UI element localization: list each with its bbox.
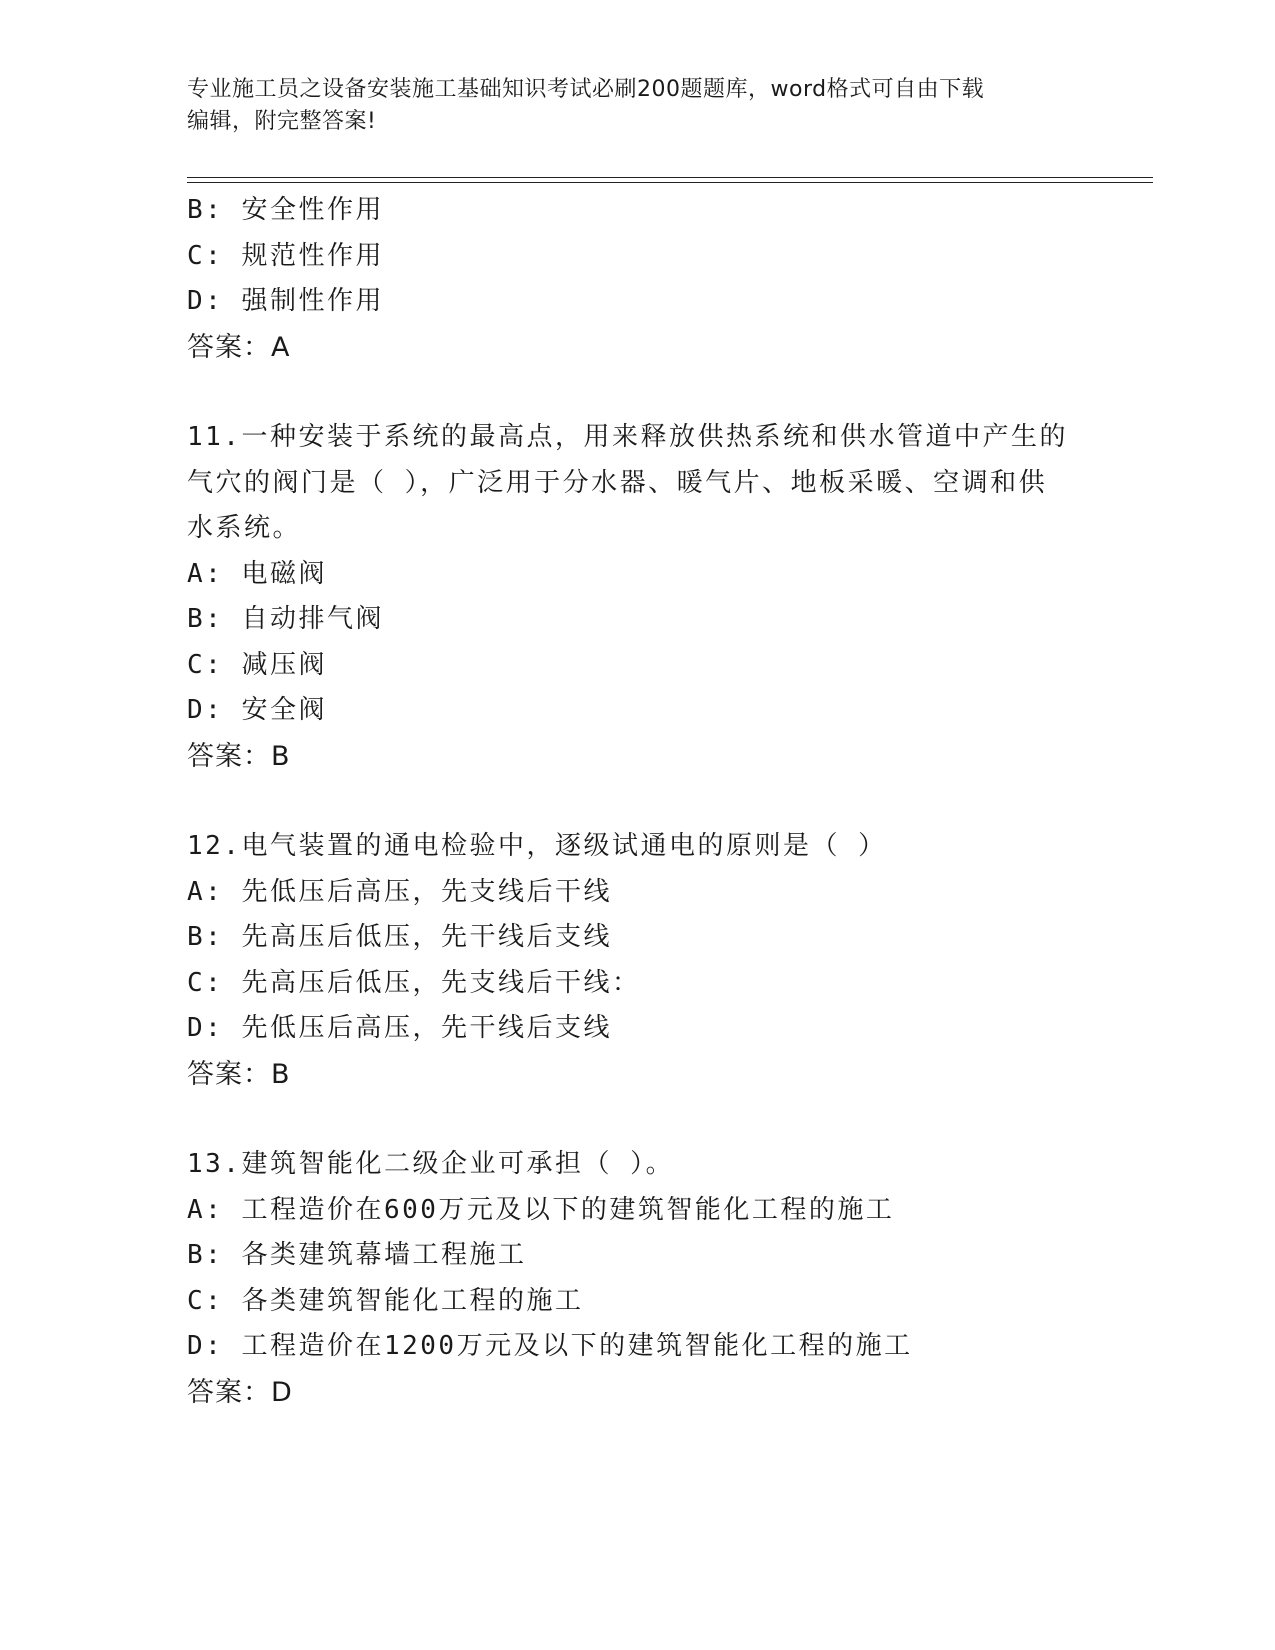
document-header bbox=[187, 74, 1087, 138]
answer-label: 答案：B bbox=[187, 740, 291, 772]
question-block-12 bbox=[187, 824, 1067, 1097]
option-a: A: 先低压后高压，先支线后干线 bbox=[187, 876, 612, 907]
question-stem-line: 11.一种安装于系统的最高点，用来释放供热系统和供水管道中产生的 bbox=[187, 422, 1068, 452]
answer-label: 答案：A bbox=[187, 331, 291, 363]
question-stem-line: 13.建筑智能化二级企业可承担（ ）。 bbox=[187, 1149, 675, 1179]
answer-label: 答案：B bbox=[187, 1058, 291, 1090]
question-block-prev bbox=[187, 188, 1067, 370]
option-c: C: 减压阀 bbox=[187, 649, 327, 680]
header-divider-top bbox=[187, 177, 1153, 178]
spacer bbox=[187, 370, 1067, 415]
option-d: D: 安全阀 bbox=[187, 695, 327, 725]
spacer bbox=[187, 1097, 1067, 1142]
header-title-line-2: 编辑，附完整答案! bbox=[187, 109, 377, 134]
option-d: D: 工程造价在1200万元及以下的建筑智能化工程的施工 bbox=[187, 1331, 913, 1361]
option-b: B: 先高压后低压，先干线后支线 bbox=[187, 922, 612, 952]
option-b: B: 各类建筑幕墙工程施工 bbox=[187, 1240, 527, 1270]
option-b: B: 自动排气阀 bbox=[187, 604, 384, 634]
option-c: C: 规范性作用 bbox=[187, 240, 384, 271]
question-stem-line: 水系统。 bbox=[187, 513, 302, 543]
option-b: B: 安全性作用 bbox=[187, 195, 384, 225]
question-stem-line: 气穴的阀门是（ ），广泛用于分水器、暖气片、地板采暖、空调和供 bbox=[187, 467, 1048, 498]
header-title-line-1: 专业施工员之设备安装施工基础知识考试必刷200题题库，word格式可自由下载 bbox=[187, 77, 985, 102]
question-stem-line: 12.电气装置的通电检验中，逐级试通电的原则是（ ） bbox=[187, 831, 887, 861]
question-block-11 bbox=[187, 415, 1067, 779]
option-a: A: 电磁阀 bbox=[187, 558, 327, 589]
header-divider-bottom bbox=[187, 182, 1153, 183]
question-list bbox=[187, 188, 1067, 1415]
spacer bbox=[187, 779, 1067, 824]
option-c: C: 先高压后低压，先支线后干线： bbox=[187, 967, 641, 998]
question-block-13 bbox=[187, 1142, 1067, 1415]
option-d: D: 先低压后高压，先干线后支线 bbox=[187, 1013, 612, 1043]
option-d: D: 强制性作用 bbox=[187, 286, 384, 316]
option-c: C: 各类建筑智能化工程的施工 bbox=[187, 1285, 584, 1316]
option-a: A: 工程造价在600万元及以下的建筑智能化工程的施工 bbox=[187, 1194, 895, 1225]
answer-label: 答案：D bbox=[187, 1376, 293, 1408]
